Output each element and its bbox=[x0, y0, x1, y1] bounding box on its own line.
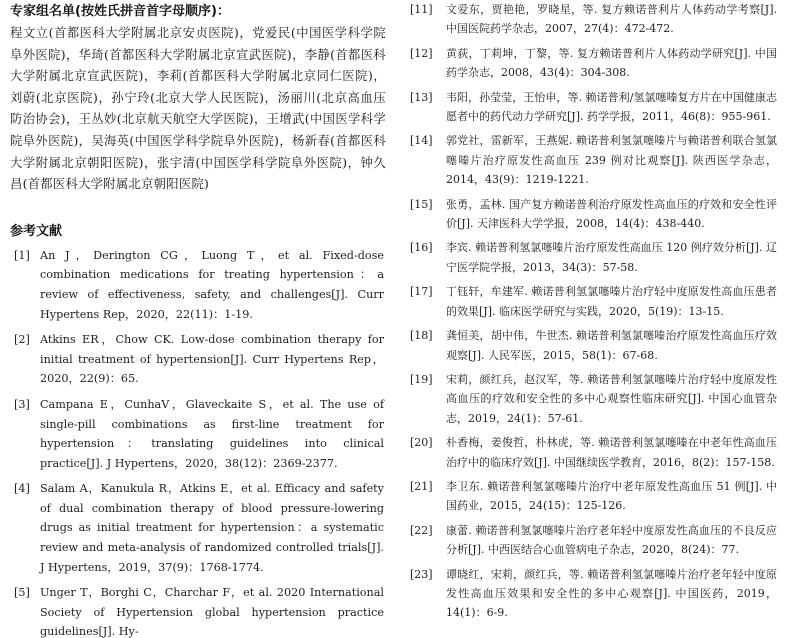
reference-item bbox=[410, 0, 787, 39]
reference-number: [20] bbox=[410, 436, 433, 450]
references-heading: 参考文献 bbox=[10, 223, 63, 239]
reference-item bbox=[410, 44, 787, 83]
reference-item bbox=[10, 479, 392, 577]
reference-number: [5] bbox=[14, 586, 30, 600]
reference-number: [12] bbox=[410, 46, 433, 60]
reference-item bbox=[410, 477, 787, 516]
reference-number: [19] bbox=[410, 372, 433, 386]
reference-text: 谭晓红，宋莉，颜红兵，等. 赖诺普利氢氯噻嗪片治疗老年轻中度原发性高血压效果和安全性的多中心观察[J]. 中国医药，2019，14(1)：6-9. bbox=[446, 567, 777, 620]
reference-list-right bbox=[410, 0, 787, 623]
reference-number: [4] bbox=[14, 482, 30, 496]
reference-number: [23] bbox=[410, 567, 433, 581]
reference-item bbox=[410, 195, 787, 234]
reference-text: 康蕾. 赖诺普利氢氯噻嗪片治疗老年轻中度原发性高血压的不良反应分析[J]. 中西医结合心血管病电子杂志，2020，8(24)：77. bbox=[446, 523, 777, 557]
reference-text: Salam A，Kanukula R，Atkins E，et al. Efficacy and safety of dual combination therapy of blood pressure-lowering drugs as initial treatment for hypertension：a systematic review and meta-analysis of randomized controlled trials[J]. J Hypertens，2019，37(9)：1768-1774. bbox=[40, 482, 384, 574]
reference-item bbox=[410, 433, 787, 472]
reference-text: 文爱东，贾艳艳，罗晓星，等. 复方赖诺普利片人体药动学考察[J]. 中国医院药学杂志，2007，27(4)：472-472. bbox=[446, 3, 777, 36]
reference-number: [13] bbox=[410, 90, 433, 104]
reference-item bbox=[410, 238, 787, 277]
reference-number: [11] bbox=[410, 3, 433, 16]
reference-item bbox=[410, 131, 787, 189]
reference-text: 张勇，孟林. 国产复方赖诺普利治疗原发性高血压的疗效和安全性评价[J]. 天津医科大学学报，2008，14(4)：438-440. bbox=[446, 197, 777, 231]
reference-text: 李卫东. 赖诺普利氢氯噻嗪片治疗中老年原发性高血压 51 例[J]. 中国药业，2015，24(15)：125-126. bbox=[446, 479, 777, 513]
reference-number: [15] bbox=[410, 197, 433, 211]
reference-list-left bbox=[10, 246, 392, 638]
reference-item bbox=[410, 565, 787, 623]
reference-item bbox=[410, 326, 787, 365]
reference-number: [22] bbox=[410, 523, 433, 537]
expert-group-list: 程文立(首都医科大学附属北京安贞医院)，党爱民(中国医学科学院阜外医院)，华琦(首都医科大学附属北京宣武医院)，李静(首都医科大学附属北京宣武医院)，李莉(首都医科大学附属北京同仁医院)，刘蔚(北京医院)，孙宁玲(北京大学人民医院)，汤丽川(北京高血压防治协会)，王丛妙(北京航天航空大学医院)，王增武(中国医学科学院阜外医院)，吴海英(中国医学科学院阜外医院)，杨新春(首都医科大学附属北京朝阳医院)，张宇清(中国医学科学院阜外医院)，钟久昌(首都医科大学附属北京朝阳医院) bbox=[10, 26, 386, 192]
reference-item bbox=[410, 282, 787, 321]
reference-text: 朴香梅，姜俊哲，朴林虎，等. 赖诺普利氢氯噻嗪在中老年性高血压治疗中的临床疗效[J]. 中国继续医学教育，2016，8(2)：157-158. bbox=[446, 436, 777, 469]
reference-text: 丁钰轩，牟建军. 赖诺普利氢氯噻嗪片治疗轻中度原发性高血压患者的效果[J]. 临床医学研究与实践，2020，5(19)：13-15. bbox=[446, 285, 777, 318]
reference-item bbox=[410, 88, 787, 127]
reference-number: [18] bbox=[410, 329, 433, 343]
right-column bbox=[402, 0, 787, 638]
reference-text: 黄荻，丁莉坤，丁黎，等. 复方赖诺普利片人体药动学研究[J]. 中国药学杂志，2008，43(4)：304-308. bbox=[446, 46, 777, 80]
reference-item bbox=[410, 370, 787, 428]
reference-number: [17] bbox=[410, 285, 433, 299]
reference-text: 龚恒美，胡中伟，牛世杰. 赖诺普利氢氯噻嗪治疗原发性高血压疗效观察[J]. 人民军医，2015，58(1)：67-68. bbox=[446, 329, 777, 362]
expert-group-heading: 专家组名单(按姓氏拼音首字母顺序)： bbox=[10, 4, 230, 19]
reference-number: [21] bbox=[410, 479, 433, 493]
reference-item bbox=[10, 395, 392, 473]
reference-item bbox=[10, 583, 392, 638]
reference-number: [3] bbox=[14, 397, 30, 411]
reference-text: 韦阳，孙莹莹，王怡申，等. 赖诺普利/氢氯噻嗪复方片在中国健康志愿者中的药代动力学研究[J]. 药学学报，2011，46(8)：955-961. bbox=[446, 90, 777, 124]
reference-text: An J，Derington CG，Luong T，et al. Fixed-dose combination medications for treating hypertension：a review of effectiveness, safety, and challenges[J]. Curr Hypertens Rep，2020，22(11)：1-19. bbox=[40, 248, 384, 321]
left-column bbox=[0, 0, 392, 638]
reference-item bbox=[10, 330, 392, 389]
reference-number: [2] bbox=[14, 333, 30, 347]
reference-text: 郭党社，雷新军，王燕妮. 赖诺普利氢氯噻嗪片与赖诺普利联合氢氯噻嗪片治疗原发性高血压 239 例对比观察[J]. 陕西医学杂志，2014，43(9)：1219-1221. bbox=[446, 134, 777, 187]
reference-item bbox=[10, 246, 392, 324]
reference-text: 李宾. 赖诺普利氢氯噻嗪片治疗原发性高血压 120 例疗效分析[J]. 辽宁医学院学报，2013，34(3)：57-58. bbox=[446, 241, 777, 274]
reference-number: [1] bbox=[14, 248, 30, 262]
reference-item bbox=[410, 521, 787, 560]
reference-number: [16] bbox=[410, 241, 433, 255]
reference-text: Atkins ER，Chow CK. Low-dose combination therapy for initial treatment of hypertension[J]. Curr Hypertens Rep，2020，22(9)：65. bbox=[40, 333, 384, 386]
reference-text: Campana E，CunhaV，Glaveckaite S，et al. The use of single-pill combinations as first-line treatment for hypertension：translating guidelines into clinical practice[J]. J Hypertens，2020，38(12)：2369-2377. bbox=[40, 397, 384, 470]
reference-number: [14] bbox=[410, 134, 433, 148]
reference-text: Unger T，Borghi C，Charchar F，et al. 2020 International Society of Hypertension global hypertension practice guidelines[J]. Hy- bbox=[40, 586, 384, 638]
reference-text: 宋莉，颜红兵，赵汉军，等. 赖诺普利氢氯噻嗪片治疗轻中度原发性高血压的疗效和安全性的多中心观察性临床研究[J]. 中国心血管杂志，2019，24(1)：57-61. bbox=[446, 372, 777, 425]
